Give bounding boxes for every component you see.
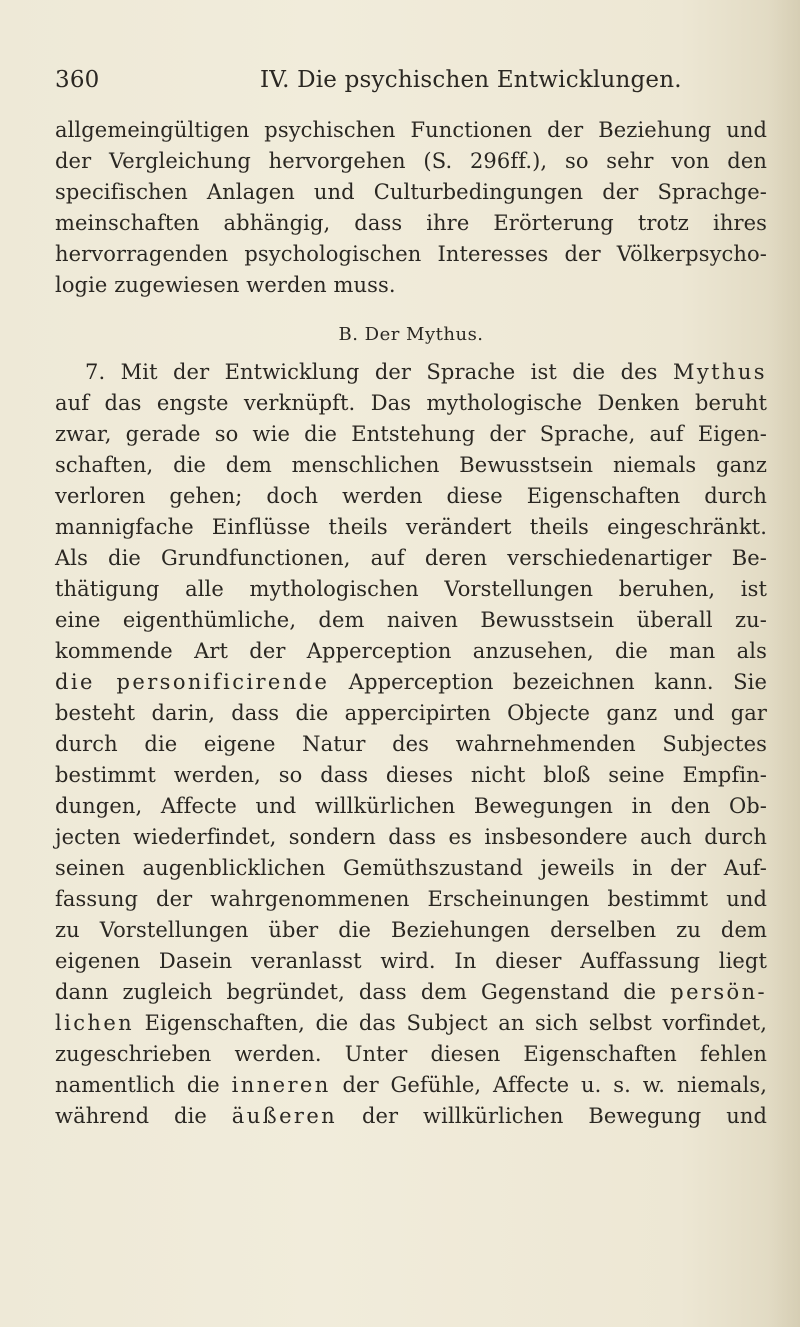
text-line: schaften, die dem menschlichen Bewusstsein niemals ganz — [55, 453, 767, 477]
text-line — [55, 667, 767, 698]
text-fragment: dann zugleich begründet, dass dem Gegenstand die — [55, 980, 671, 1004]
text-fragment: der Gefühle, Affecte u. s. w. niemals, — [330, 1073, 768, 1097]
text-fragment: Eigenschaften, die das Subject an sich selbst vorfindet, — [134, 1011, 767, 1035]
text-line: mannigfache Einflüsse theils verändert theils eingeschränkt. — [55, 515, 767, 539]
text-line: seinen augenblicklichen Gemüthszustand jeweils in der Auf- — [55, 856, 767, 880]
text-line: fassung der wahrgenommenen Erscheinungen bestimmt und — [55, 887, 767, 911]
text-line: thätigung alle mythologischen Vorstellungen beruhen, ist — [55, 577, 767, 601]
text-line: kommende Art der Apperception anzusehen, die man als — [55, 639, 767, 663]
text-line — [55, 977, 767, 1008]
chapter-title: IV. Die psychischen Entwicklungen. — [260, 67, 682, 93]
text-line: eigenen Dasein veranlasst wird. In dieser Auffassung liegt — [55, 949, 767, 973]
page-number: 360 — [55, 67, 100, 93]
text-fragment: Apperception bezeichnen kann. Sie — [329, 670, 767, 694]
emphasized-term: inneren — [231, 1073, 331, 1097]
text-line: logie zugewiesen werden muss. — [55, 273, 396, 297]
text-fragment: der willkürlichen Bewegung und — [337, 1104, 767, 1128]
text-line — [55, 1070, 767, 1101]
text-line: hervorragenden psychologischen Interesses der Völkerpsycho- — [55, 242, 767, 266]
text-line: zwar, gerade so wie die Entstehung der Sprache, auf Eigen- — [55, 422, 767, 446]
text-line: verloren gehen; doch werden diese Eigenschaften durch — [55, 484, 767, 508]
text-fragment: namentlich die — [55, 1073, 232, 1097]
text-line: meinschaften abhängig, dass ihre Erörterung trotz ihres — [55, 211, 767, 235]
text-line: allgemeingültigen psychischen Functionen der Beziehung und — [55, 118, 767, 142]
section-heading: B. Der Mythus. — [338, 324, 484, 345]
text-line: auf das engste verknüpft. Das mythologische Denken beruht — [55, 391, 767, 415]
text-line: der Vergleichung hervorgehen (S. 296ff.), so sehr von den — [55, 149, 767, 173]
body-text — [55, 115, 767, 1132]
text-line: specifischen Anlagen und Culturbedingungen der Sprachge- — [55, 180, 767, 204]
text-line — [55, 1101, 767, 1132]
text-fragment: 7. Mit der Entwicklung der Sprache ist die des — [85, 360, 673, 384]
emphasized-term: lichen — [55, 1011, 135, 1035]
emphasized-term: die personificirende — [55, 670, 330, 694]
intro-paragraph — [55, 115, 767, 301]
running-head — [55, 62, 755, 98]
text-fragment: während die — [55, 1104, 232, 1128]
text-line: besteht darin, dass die appercipirten Objecte ganz und gar — [55, 701, 767, 725]
text-line: durch die eigene Natur des wahrnehmenden Subjectes — [55, 732, 767, 756]
emphasized-term: Mythus — [672, 360, 767, 384]
section-paragraph — [55, 357, 767, 1132]
text-line: eine eigenthümliche, dem naiven Bewusstsein überall zu- — [55, 608, 767, 632]
text-line: jecten wiederfindet, sondern dass es insbesondere auch durch — [55, 825, 767, 849]
emphasized-term: persön- — [670, 980, 767, 1004]
text-line: zu Vorstellungen über die Beziehungen derselben zu dem — [55, 918, 767, 942]
text-line: bestimmt werden, so dass dieses nicht bloß seine Empfin- — [55, 763, 767, 787]
text-line: dungen, Affecte und willkürlichen Bewegungen in den Ob- — [55, 794, 767, 818]
emphasized-term: äußeren — [231, 1104, 338, 1128]
text-line — [55, 357, 767, 388]
text-line — [55, 1008, 767, 1039]
text-line: Als die Grundfunctionen, auf deren verschiedenartiger Be- — [55, 546, 767, 570]
text-line: zugeschrieben werden. Unter diesen Eigenschaften fehlen — [55, 1042, 767, 1066]
